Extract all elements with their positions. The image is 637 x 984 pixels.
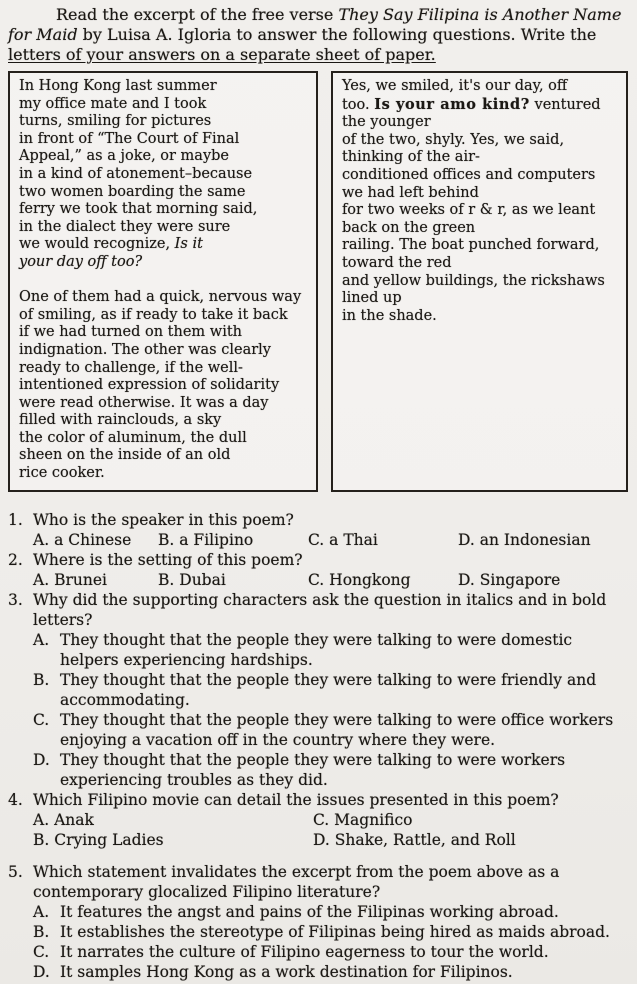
text-segment: in the shade. [341,307,437,324]
option-letter: D. [458,531,475,549]
option-letter: B. [33,923,50,941]
question-prompt-line: Which statement invalidates the excerpt from the poem above as a [33,863,560,881]
poem-line [342,167,618,185]
poem-line [342,132,618,150]
text-segment: lined up [341,290,402,307]
answer-option [33,630,628,670]
text-segment: Is your amo kind? [374,95,530,113]
text-segment: in front of “The Court of Final [19,130,240,147]
option-letter: C. [308,531,325,549]
question-number: 1. [8,511,23,529]
text-segment: if we had turned on them with [19,324,242,341]
option-text: Magnifico [334,811,413,829]
poem-left-box [8,71,318,492]
question-item [8,590,628,790]
answer-option [33,710,628,750]
text-segment: toward the red [341,254,452,271]
instructions-line [8,25,628,45]
question-prompt-line: letters? [33,611,93,629]
option-text-line: It samples Hong Kong as a work destination for Filipinos. [60,963,513,981]
options-row [33,530,628,550]
option-letter: C. [308,571,325,589]
option-text: a Filipino [179,531,254,549]
option-letter: D. [33,751,50,769]
poem-line [342,308,618,326]
option-letter: D. [33,963,50,981]
answer-option [33,750,628,790]
option-letter: B. [158,531,175,549]
poem-line [19,412,308,430]
option-text-line: It narrates the culture of Filipino eagerness to tour the world. [60,943,549,961]
poem-line [342,273,618,291]
poem-line [342,149,618,167]
text-segment: in the dialect they were sure [19,218,231,235]
option-letter: B. [33,671,50,689]
option-text-line: They thought that the people they were talking to were workers [60,751,566,769]
text-segment: in a kind of atonement–because [19,165,253,182]
text-segment: back on the green [341,219,476,236]
poem-line [19,184,308,202]
text-segment: rice cooker. [19,465,105,482]
answer-option [33,942,628,962]
poem-line [342,202,618,220]
poem-line [19,360,308,378]
text-segment: my office mate and I took [19,95,207,112]
options-grid [33,810,628,850]
text-segment: Yes, we smiled, it's our day, off [341,78,568,94]
question-item [8,790,628,850]
answer-option [158,530,308,550]
poem-line [19,96,308,114]
option-text: Crying Ladies [54,831,164,849]
option-text-line: They thought that the people they were talking to were office workers [60,711,614,729]
option-letter: D. [313,831,330,849]
text-segment: ventured [529,96,601,113]
text-segment: One of them had a quick, nervous way [19,289,302,306]
poem-line [19,148,308,166]
text-segment: Read the excerpt of the free verse [56,5,339,24]
text-segment: ferry we took that morning said, [19,201,258,218]
option-text-line: It features the angst and pains of the Filipinas working abroad. [60,903,559,921]
option-text: Singapore [479,571,561,589]
option-text: Anak [54,811,94,829]
poem-line [19,236,308,254]
option-text-line: accommodating. [60,691,190,709]
question-prompt-line: contemporary glocalized Filipino literature? [33,883,381,901]
text-segment: intentioned expression of solidarity [19,377,280,394]
poem-line [19,342,308,360]
text-segment: sheen on the inside of an old [19,447,231,464]
text-segment: thinking of the air- [341,149,480,166]
option-letter: C. [313,811,330,829]
text-segment: by Luisa A. Igloria to answer the following questions. Write the [77,25,597,44]
answer-option [33,670,628,710]
text-segment: for two weeks of r & r, as we leant [341,202,596,219]
poem-line [19,324,308,342]
answer-option [308,530,458,550]
poem-line [19,254,308,272]
text-segment: turns, smiling for pictures [19,113,212,130]
poem-line [19,166,308,184]
text-segment: of smiling, as if ready to take it back [19,306,288,323]
option-text-line: They thought that the people they were talking to were friendly and [60,671,597,689]
text-segment: ready to challenge, if the well- [19,359,243,376]
question-item [8,862,628,982]
instructions-line [8,5,628,25]
text-segment: railing. The boat punched forward, [341,237,600,254]
poem-line [19,377,308,395]
text-segment: indignation. The other was clearly [19,341,271,358]
option-letter: B. [33,831,50,849]
text-segment: too. [341,96,375,113]
text-segment: They Say Filipina is Another Name [338,5,622,24]
poem-line [19,219,308,237]
answer-option [33,922,628,942]
answer-option [158,570,308,590]
option-text: a Thai [329,531,378,549]
poem-line [342,114,618,132]
answer-option [458,570,628,590]
option-letter: A. [33,811,50,829]
option-letter: C. [33,711,50,729]
option-letter: A. [33,631,50,649]
instructions-line [8,45,628,65]
text-segment: we would recognize, [19,236,175,253]
answer-option [33,570,158,590]
option-text: Hongkong [329,571,411,589]
poem-line [19,113,308,131]
text-segment: the younger [341,114,431,131]
question-number: 5. [8,863,23,881]
option-text-line: experiencing troubles as they did. [60,771,328,789]
question-number: 2. [8,551,23,569]
instructions-paragraph [8,5,628,65]
option-text: a Chinese [54,531,132,549]
poem-line [19,78,308,96]
option-text: Brunei [54,571,107,589]
poem-line [342,237,618,255]
question-prompt-line: Which Filipino movie can detail the issues presented in this poem? [33,791,559,809]
option-letter: D. [458,571,475,589]
poem-line [19,131,308,149]
answer-option [33,902,628,922]
question-item [8,550,628,590]
poem-line [19,307,308,325]
answer-option [308,570,458,590]
option-text-line: enjoying a vacation off in the country where they were. [60,731,496,749]
text-segment: letters of your answers on a separate sheet of paper. [8,45,436,64]
poem-line [19,447,308,465]
option-text-line: helpers experiencing hardships. [60,651,313,669]
answer-option [458,530,628,550]
poem-line [19,465,308,483]
question-prompt-line: Where is the setting of this poem? [33,551,303,569]
text-segment: Is it [174,236,203,253]
option-letter: C. [33,943,50,961]
answer-option [33,810,313,830]
text-segment: we had left behind [341,184,479,201]
poem-line [19,395,308,413]
text-segment: In Hong Kong last summer [19,78,217,94]
option-letter: A. [33,531,50,549]
question-number: 3. [8,591,23,609]
text-segment: of the two, shyly. Yes, we said, [341,131,565,148]
option-text-line: It establishes the stereotype of Filipinas being hired as maids abroad. [60,923,610,941]
answer-option [313,810,628,830]
answer-option [33,530,158,550]
question-item [8,510,628,550]
options-row [33,570,628,590]
poem-line [342,290,618,308]
answer-option [33,830,313,850]
poem-line [19,201,308,219]
text-segment: filled with rainclouds, a sky [19,412,222,429]
poem-line [342,96,618,115]
poem-line [19,289,308,307]
text-segment: for Maid [8,25,78,44]
poem-excerpt-boxes [8,71,628,492]
question-prompt-line: Who is the speaker in this poem? [33,511,294,529]
text-segment: conditioned offices and computers [341,166,596,183]
poem-line [342,220,618,238]
poem-line [19,272,308,290]
option-text: Dubai [179,571,226,589]
text-segment: the color of aluminum, the dull [19,429,247,446]
option-text-line: They thought that the people they were talking to were domestic [60,631,573,649]
poem-line [342,78,618,96]
option-letter: A. [33,571,50,589]
text-segment: were read otherwise. It was a day [19,394,269,411]
poem-line [342,255,618,273]
option-text: an Indonesian [479,531,591,549]
question-number: 4. [8,791,23,809]
option-letter: A. [33,903,50,921]
poem-line [19,430,308,448]
answer-option [313,830,628,850]
text-segment: your day off too? [19,253,143,270]
question-prompt-line: Why did the supporting characters ask the question in italics and in bold [33,591,607,609]
questions-section [8,510,628,982]
poem-line [342,185,618,203]
text-segment: two women boarding the same [19,183,246,200]
text-segment: and yellow buildings, the rickshaws [341,272,605,289]
option-letter: B. [158,571,175,589]
answer-option [33,962,628,982]
poem-right-box [331,71,628,492]
text-segment: Appeal,” as a joke, or maybe [19,148,230,165]
option-text: Shake, Rattle, and Roll [334,831,516,849]
